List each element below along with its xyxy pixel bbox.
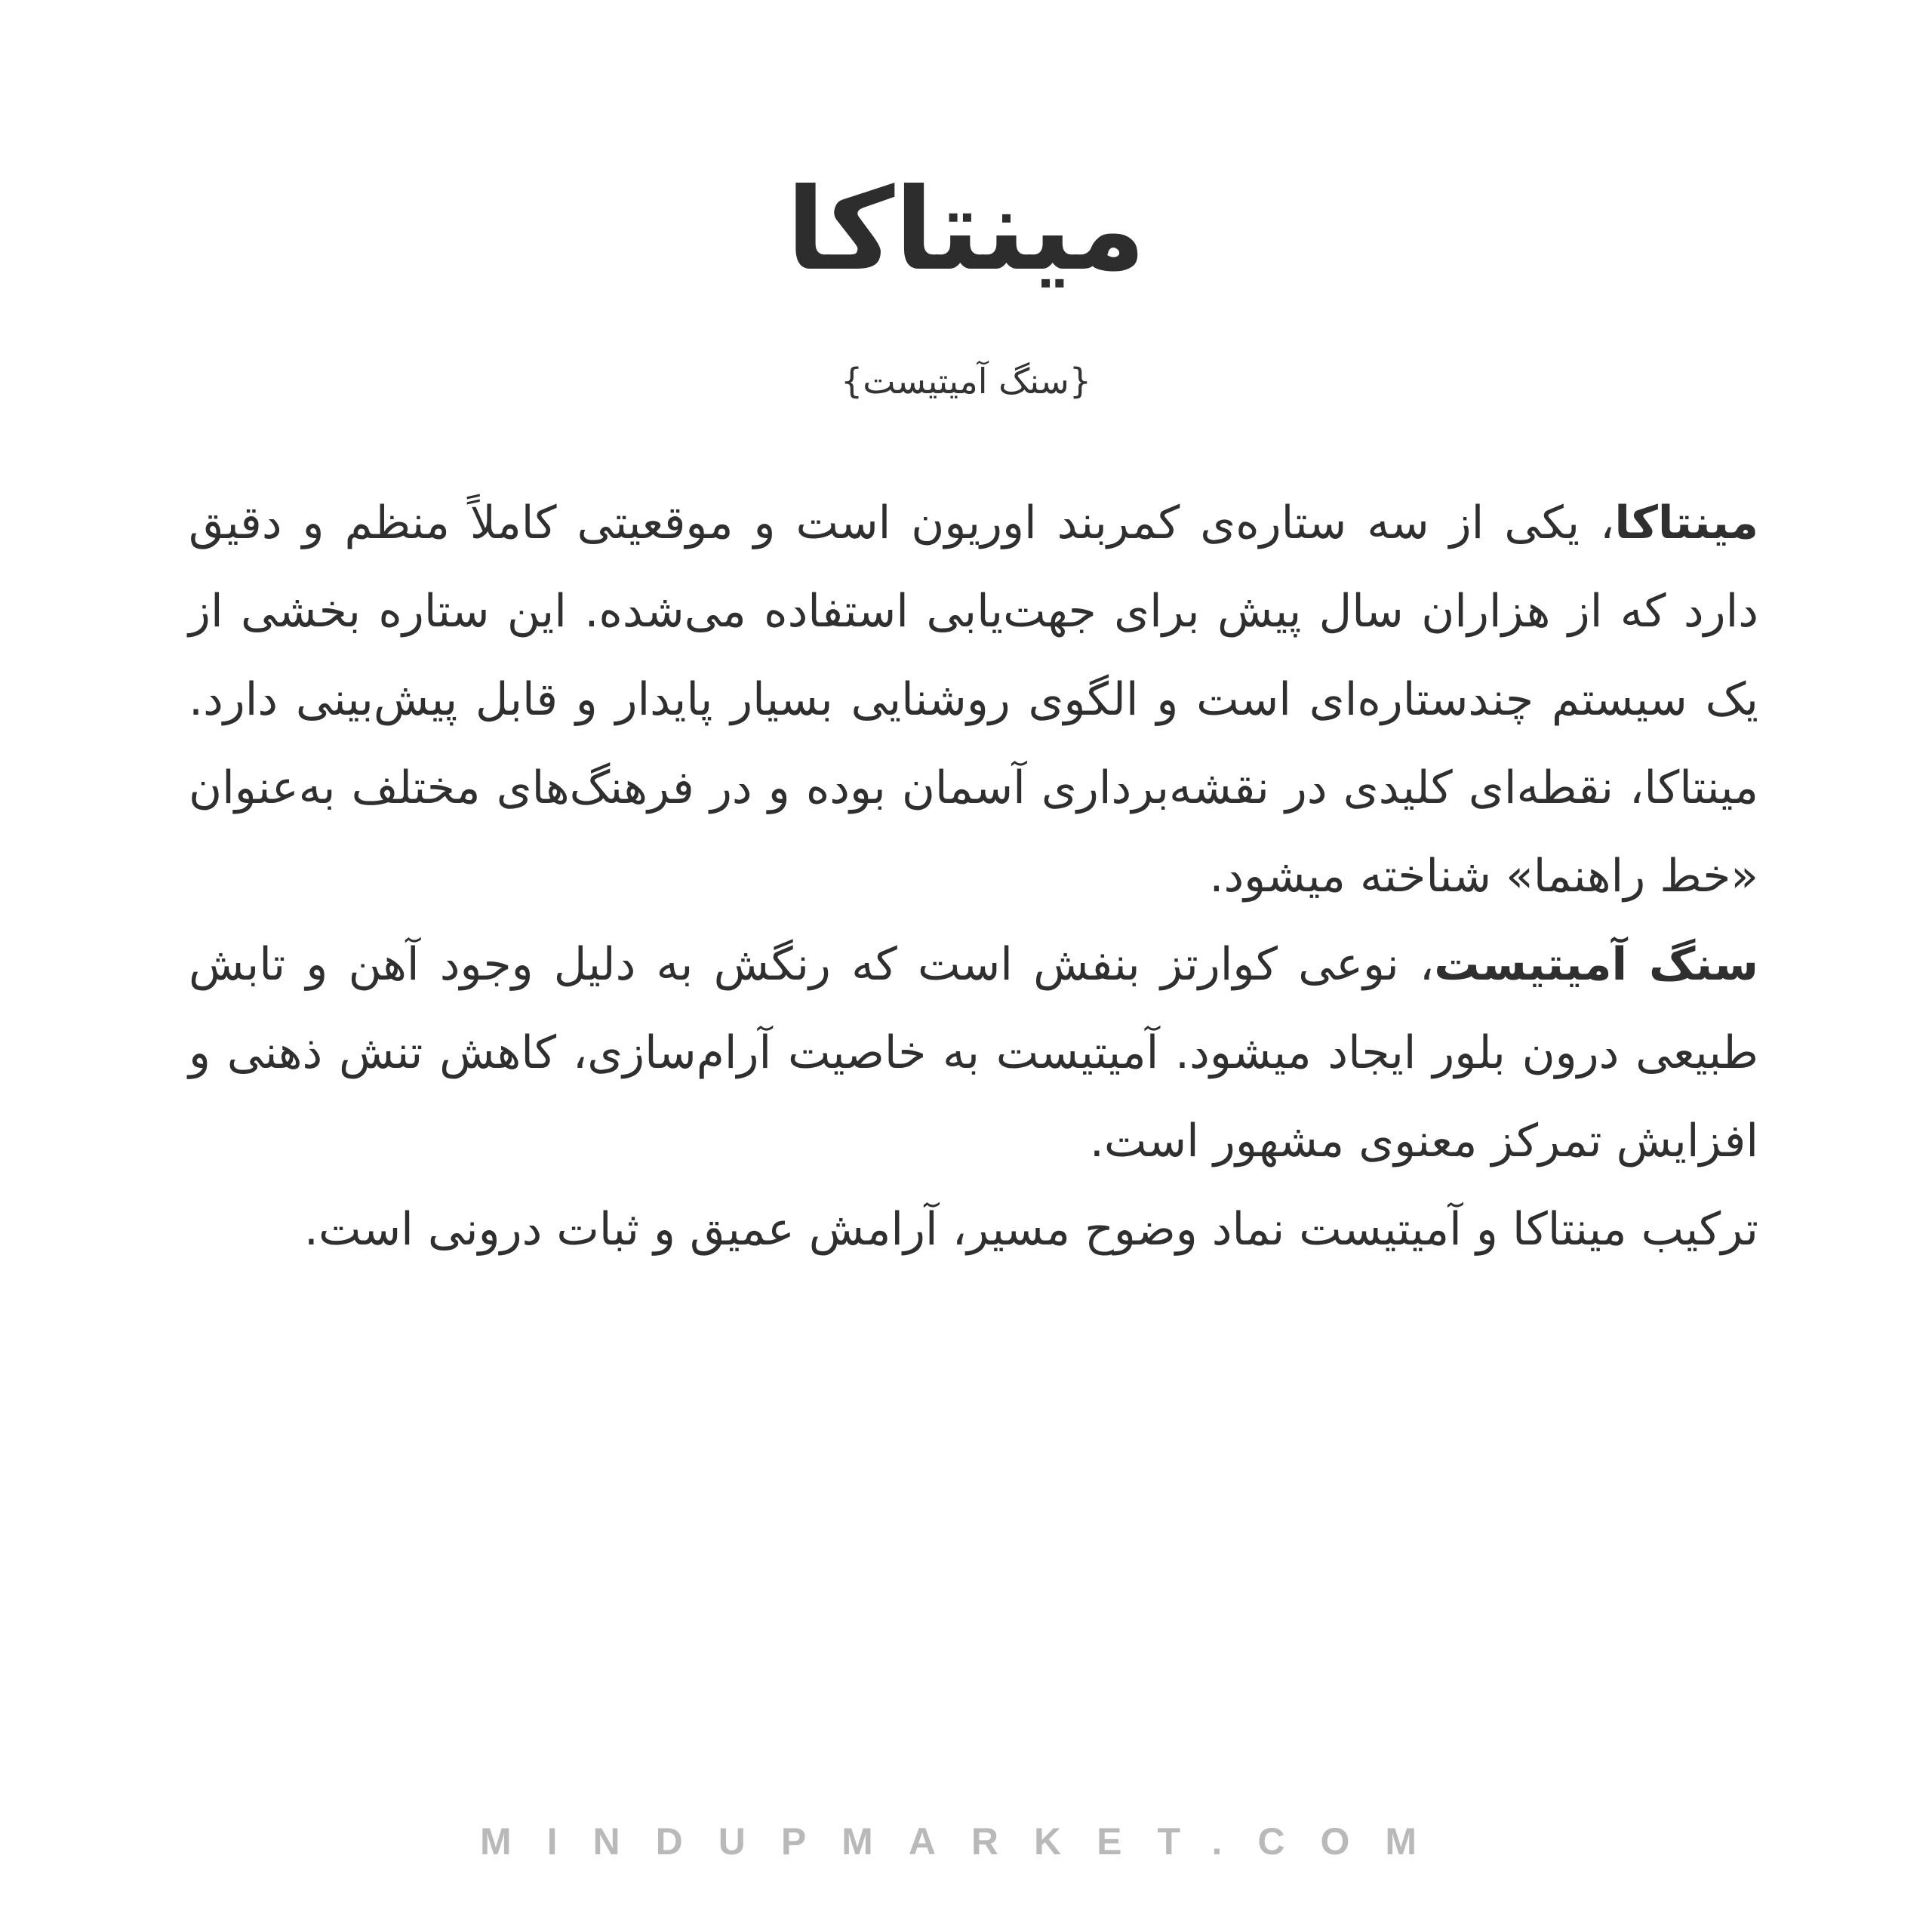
footer-website: MINDUPMARKET.COM	[479, 1820, 1453, 1863]
paragraph-body: ، یکی از سه ستاره‌ی کمربند اوریون است و موقعیتی کاملاً منظم و دقیق دارد که از هزاران سال پیش برای جهت‌یابی استفاده می‌شده. این ستاره بخشی از یک سیستم چندستاره‌ای است و الگوی روشنایی بسیار پایدار و قابل پیش‌بینی دارد. مینتاکا، نقطه‌ای کلیدی در نقشه‌برداری آسمان بوده و در فرهنگ‌های مختلف به‌عنوان «خط راهنما» شناخته میشود.	[189, 497, 1758, 903]
paragraph-body: ، نوعی کوارتز بنفش است که رنگش به دلیل وجود آهن و تابش طبیعی درون بلور ایجاد میشود. آمیتیست به خاصیت آرام‌سازی، کاهش تنش ذهنی و افزایش تمرکز معنوی مشهور است.	[189, 938, 1758, 1168]
paragraph-body: ترکیب مینتاکا و آمیتیست نماد وضوح مسیر، آرامش عمیق و ثبات درونی است.	[303, 1203, 1758, 1256]
paragraph-combination	[189, 1186, 1758, 1274]
page-title: مینتاکا	[786, 165, 1146, 296]
body-text	[189, 479, 1758, 1274]
paragraph-term: مینتاکا	[1614, 497, 1758, 549]
paragraph-mintaka	[189, 479, 1758, 921]
page-subtitle: {سنگ آمیتیست}	[840, 361, 1092, 401]
paragraph-term: سنگ آمیتیست	[1434, 938, 1758, 991]
paragraph-amethyst	[189, 921, 1758, 1186]
